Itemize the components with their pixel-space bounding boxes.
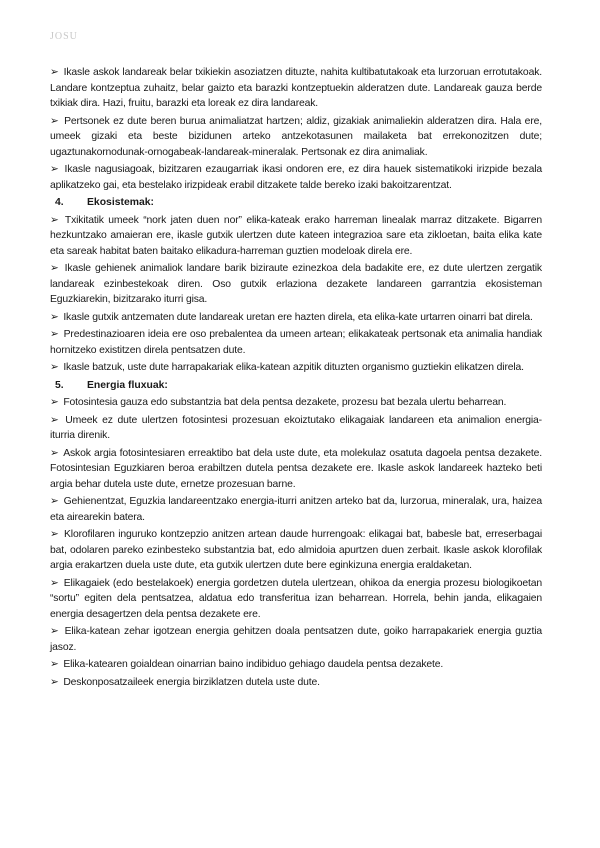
arrow-bullet-icon: ➢ [50, 329, 59, 340]
paragraph-text: Pertsonek ez dute beren burua animaliatzat hartzen; aldiz, gizakiak animaliekin alderatzen dira. Hala ere, umeek gizaki eta beste bizidunen arteko antzekotasunen mailaketa bat errekonozitzen dute; ugaztunakornodunak-ornogabeak-landareak-mineralak. Pertsonak ez dira animaliak. [50, 115, 542, 158]
arrow-bullet-icon: ➢ [50, 67, 59, 78]
paragraph-text: Ikasle nagusiagoak, bizitzaren ezaugarriak ikasi ondoren ere, ez dira hauek sistematikoki irizpide bezala aplikatzeko gai, eta bestelako irizpideak erabil ditzakete talde bereko izaki bakoitzarentzat. [50, 164, 542, 191]
arrow-bullet-icon: ➢ [50, 496, 59, 507]
paragraph [50, 446, 542, 493]
paragraph-text: Predestinazioaren ideia ere oso prebalentea da umeen artean; elikakateak pertsonak eta animalia handiak hornitzeko existitzen direla pentsatzen dute. [50, 329, 542, 356]
arrow-bullet-icon: ➢ [50, 115, 59, 127]
paragraph [50, 261, 542, 308]
arrow-bullet-icon: ➢ [50, 214, 59, 226]
arrow-bullet-icon: ➢ [50, 447, 59, 459]
paragraph [50, 395, 542, 411]
arrow-bullet-icon: ➢ [50, 529, 59, 540]
paragraph [50, 576, 542, 623]
paragraph [50, 494, 542, 525]
paragraph-text: Elikagaiek (edo bestelakoek) energia gordetzen dutela ulertzean, ohikoa da energia prozesu biologikoetan “sortu” egiten dela pentsatzea, aldatua edo transferitua izan beharrean. Horrela, behin janda, elikagaien energia desagertzen dela pentsa dezakete ere. [50, 577, 542, 620]
paragraph [50, 657, 542, 673]
section-title: Energia fluxuak: [87, 379, 168, 391]
paragraph-text: Fotosintesia gauza edo substantzia bat dela pentsa dezakete, prozesu bat bezala ulertu beharrean. [63, 397, 507, 408]
arrow-bullet-icon: ➢ [50, 311, 59, 323]
paragraph-text: Deskonposatzaileek energia birziklatzen dutela uste dute. [63, 676, 320, 688]
paragraph-text: Elika-katean zehar igotzean energia gehitzen doala pentsatzen dute, goiko harrapakariek energia guztia jasoz. [50, 626, 542, 653]
arrow-bullet-icon: ➢ [50, 263, 59, 274]
paragraph-text: Ikasle batzuk, uste dute harrapakariak elika-katean azpitik dituzten organismo guztiekin elikatzen direla. [63, 362, 524, 373]
paragraph-text: Ikasle gehienek animaliok landare barik biziraute ezinezkoa dela badakite ere, ez dute ulertzen zergatik landareak ezinbestekoak diren. Oso gutxik erlaziona dezakete landareen garrantzia ekosisteman Eguzkiarekin, bizitzarako iturri gisa. [50, 263, 542, 305]
document-body [50, 65, 542, 692]
page-header: JOSU [50, 31, 78, 42]
paragraph-text: Txikitatik umeek “nork jaten duen nor” elika-kateak erako harreman linealak marraz ditzakete. Bigarren hezkuntzako amaieran ere, ikasle gutxik ulertzen dute kateen integrazioa sare eta zikloetan, baita elika kate eta sareak habitat baten baitako elikadura-harreman guztien modeloak direla ere. [50, 214, 542, 257]
paragraph-text: Klorofilaren inguruko kontzepzio anitzen artean daude hurrengoak: elikagai bat, babesle bat, erreserbagai bat, odolaren pareko ezinbesteko substantzia bat, edo almidoia apurtzen duen zerbait. Ikasle askok klorofilak argia erakartzen duela uste dute, eta gutxik ulertzen dute bere eginkizuna energia eraldaketan. [50, 529, 542, 571]
arrow-bullet-icon: ➢ [50, 362, 59, 373]
paragraph [50, 360, 542, 376]
paragraph [50, 675, 542, 691]
paragraph-text: Gehienentzat, Eguzkia landareentzako energia-iturri anitzen arteko bat da, lurzorua, mineralak, ura, haizea eta airearekin batera. [50, 496, 542, 523]
section-title: Ekosistemak: [87, 197, 154, 208]
paragraph [50, 624, 542, 655]
section-number: 4. [55, 197, 64, 208]
paragraph-text: Askok argia fotosintesiaren erreaktibo bat dela uste dute, eta molekulaz osatuta dagoela pentsa dezakete. Fotosintesian Eguzkiaren beroa erabiltzen dutela pentsa dezakete ere. Ikasle askok landareek hazteko beti argia behar dutela uste dute, ernetze prozesuan barne. [50, 447, 542, 490]
paragraph [50, 310, 542, 326]
arrow-bullet-icon: ➢ [50, 414, 59, 426]
paragraph-text: Umeek ez dute ulertzen fotosintesi prozesuan ekoiztutako elikagaiak landareen eta animalion energia-iturria direnik. [50, 414, 542, 441]
paragraph [50, 327, 542, 358]
arrow-bullet-icon: ➢ [50, 626, 59, 637]
arrow-bullet-icon: ➢ [50, 577, 59, 589]
paragraph [50, 413, 542, 444]
arrow-bullet-icon: ➢ [50, 397, 59, 408]
paragraph [50, 114, 542, 161]
arrow-bullet-icon: ➢ [50, 659, 59, 670]
section-number: 5. [55, 379, 64, 391]
paragraph-text: Ikasle askok landareak belar txikiekin asoziatzen dituzte, nahita kultibatutakoak eta lurzoruan errotutakoak. Landare kontzeptua zuhaitz, belar gaizto eta barazki kontzeptuekin alderatzen dute. Landareak gauza berde txikiak dira. Hazi, fruitu, barazki eta loreak ez dira landareak. [50, 67, 542, 109]
paragraph [50, 527, 542, 574]
section-heading-ekosistemak [50, 195, 542, 211]
paragraph-text: Elika-katearen goialdean oinarrian baino indibiduo gehiago daudela pentsa dezakete. [63, 659, 444, 670]
arrow-bullet-icon: ➢ [50, 676, 59, 688]
paragraph [50, 213, 542, 260]
arrow-bullet-icon: ➢ [50, 164, 59, 175]
paragraph-text: Ikasle gutxik antzematen dute landareak uretan ere hazten direla, eta elika-kate urtarren oinarri bat direla. [63, 311, 533, 323]
paragraph [50, 65, 542, 112]
section-heading-energia-fluxuak [50, 378, 542, 394]
paragraph [50, 162, 542, 193]
